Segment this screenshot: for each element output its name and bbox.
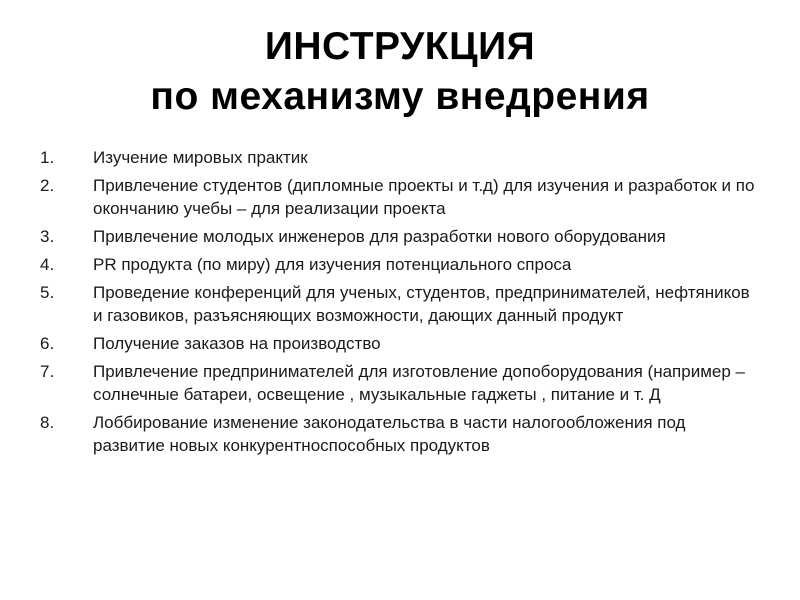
- instruction-list: [40, 146, 760, 462]
- list-item-text: Получение заказов на производство: [93, 334, 381, 353]
- list-item: [40, 174, 760, 220]
- list-item-text: Лоббирование изменение законодательства в части налогообложения под развитие новых конкурентноспособных продуктов: [93, 413, 686, 455]
- list-item-text: Проведение конференций для ученых, студентов, предпринимателей, нефтяников и газовиков, разъясняющих возможности, дающих данный продукт: [93, 283, 750, 325]
- list-item-text: Привлечение молодых инженеров для разработки нового оборудования: [93, 227, 666, 246]
- list-item-text: Изучение мировых практик: [93, 148, 308, 167]
- list-item-number: 1.: [40, 148, 55, 167]
- list-item-number: 8.: [40, 413, 55, 432]
- list-item-number: 3.: [40, 227, 55, 246]
- list-item: [40, 332, 760, 355]
- list-item-text: PR продукта (по миру) для изучения потенциального спроса: [93, 255, 572, 274]
- list-item-number: 4.: [40, 255, 55, 274]
- list-item-number: 7.: [40, 362, 55, 381]
- list-item-number: 6.: [40, 334, 55, 353]
- title-line-2: по механизму внедрения: [150, 75, 650, 118]
- list-item: [40, 146, 760, 169]
- list-item-text: Привлечение предпринимателей для изготовление допоборудования (например – солнечные батареи, освещение , музыкальные гаджеты , питание и т. Д: [93, 362, 745, 404]
- list-item-number: 2.: [40, 176, 55, 195]
- title-line-1: ИНСТРУКЦИЯ: [264, 25, 536, 68]
- list-item: [40, 253, 760, 276]
- list-item: [40, 411, 760, 457]
- list-item: [40, 225, 760, 248]
- slide-title: [0, 22, 800, 122]
- list-item-number: 5.: [40, 283, 55, 302]
- list-item-text: Привлечение студентов (дипломные проекты и т.д) для изучения и разработок и по окончанию учебы – для реализации проекта: [93, 176, 755, 218]
- list-item: [40, 360, 760, 406]
- list-item: [40, 281, 760, 327]
